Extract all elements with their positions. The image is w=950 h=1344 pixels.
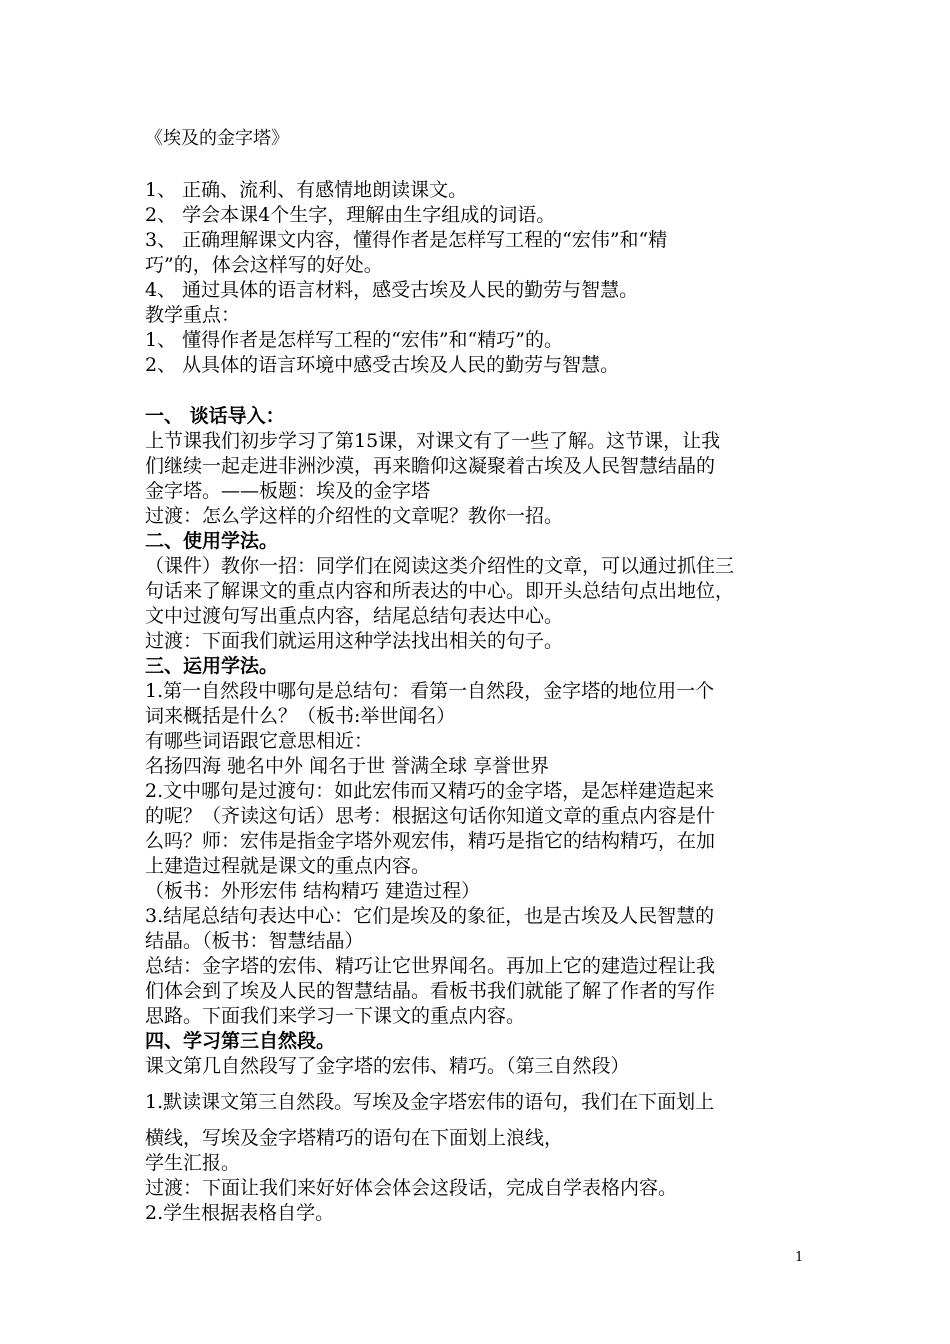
objective-2: 2、 学会本课4个生字，理解由生字组成的词语。 bbox=[145, 204, 556, 226]
section-3-line: 2.文中哪句是过渡句：如此宏伟而又精巧的金字塔，是怎样建造起来 bbox=[145, 780, 715, 802]
section-1-line: 们继续一起走进非洲沙漠，再来瞻仰这凝聚着古埃及人民智慧结晶的 bbox=[145, 455, 716, 477]
page-number: 1 bbox=[795, 1250, 804, 1265]
section-2-heading: 二、使用学法。 bbox=[145, 530, 279, 552]
section-3-line: 名扬四海 驰名中外 闻名于世 誉满全球 享誉世界 bbox=[145, 755, 550, 777]
section-3-line: 们体会到了埃及人民的智慧结晶。看板书我们就能了解了作者的写作 bbox=[145, 980, 716, 1002]
section-3-line: 思路。下面我们来学习一下课文的重点内容。 bbox=[145, 1005, 526, 1027]
section-4-heading: 四、学习第三自然段。 bbox=[145, 1030, 336, 1052]
section-2-line: 文中过渡句写出重点内容，结尾总结句表达中心。 bbox=[145, 605, 564, 627]
section-1-line: 金字塔。——板题：埃及的金字塔 bbox=[145, 480, 431, 502]
section-3-line: 么吗？师：宏伟是指金字塔外观宏伟，精巧是指它的结构精巧，在加 bbox=[145, 830, 716, 852]
section-3-line: 总结：金字塔的宏伟、精巧让它世界闻名。再加上它的建造过程让我 bbox=[145, 955, 716, 977]
section-3-line: 的呢？（齐读这句话）思考：根据这句话你知道文章的重点内容是什 bbox=[145, 805, 716, 827]
objective-3-cont: 巧”的，体会这样写的好处。 bbox=[145, 254, 383, 276]
section-3-line: （板书：外形宏伟 结构精巧 建造过程） bbox=[145, 880, 481, 902]
section-4-line: 学生汇报。 bbox=[145, 1152, 241, 1174]
key-points-heading: 教学重点： bbox=[145, 304, 241, 326]
objective-4: 4、 通过具体的语言材料，感受古埃及人民的勤劳与智慧。 bbox=[145, 279, 639, 301]
objective-1: 1、 正确、流利、有感情地朗读课文。 bbox=[145, 179, 468, 201]
section-1-line: 上节课我们初步学习了第15课，对课文有了一些了解。这节课，让我 bbox=[145, 430, 721, 452]
section-4-line: 1.默读课文第三自然段。写埃及金字塔宏伟的语句，我们在下面划上 bbox=[145, 1091, 715, 1113]
section-4-line: 课文第几自然段写了金字塔的宏伟、精巧。（第三自然段） bbox=[145, 1055, 630, 1077]
section-2-line: 句话来了解课文的重点内容和所表达的中心。即开头总结句点出地位， bbox=[145, 580, 735, 602]
section-2-line: 过渡：下面我们就运用这种学法找出相关的句子。 bbox=[145, 630, 564, 652]
section-3-line: 上建造过程就是课文的重点内容。 bbox=[145, 855, 431, 877]
section-4-line: 横线，写埃及金字塔精巧的语句在下面划上浪线， bbox=[145, 1127, 564, 1149]
key-point-1: 1、 懂得作者是怎样写工程的“宏伟”和“精巧”的。 bbox=[145, 329, 563, 351]
section-3-heading: 三、运用学法。 bbox=[145, 655, 279, 677]
section-3-line: 3.结尾总结句表达中心：它们是埃及的象征，也是古埃及人民智慧的 bbox=[145, 905, 715, 927]
section-3-line: 1.第一自然段中哪句是总结句：看第一自然段，金字塔的地位用一个 bbox=[145, 680, 715, 702]
key-point-2: 2、 从具体的语言环境中感受古埃及人民的勤劳与智慧。 bbox=[145, 354, 620, 376]
section-4-line: 2.学生根据表格自学。 bbox=[145, 1202, 335, 1224]
section-3-line: 结晶。（板书：智慧结晶） bbox=[145, 930, 364, 952]
document-title: 《埃及的金字塔》 bbox=[145, 128, 289, 149]
section-2-line: （课件）教你一招：同学们在阅读这类介绍性的文章，可以通过抓住三 bbox=[145, 555, 735, 577]
section-3-line: 有哪些词语跟它意思相近： bbox=[145, 730, 374, 752]
objective-3: 3、 正确理解课文内容，懂得作者是怎样写工程的“宏伟”和“精 bbox=[145, 229, 668, 251]
section-3-line: 词来概括是什么？（板书:举世闻名） bbox=[145, 705, 456, 727]
section-4-line: 过渡：下面让我们来好好体会体会这段话，完成自学表格内容。 bbox=[145, 1177, 678, 1199]
section-1-heading: 一、 谈话导入： bbox=[145, 405, 285, 427]
section-1-line: 过渡：怎么学这样的介绍性的文章呢？教你一招。 bbox=[145, 505, 564, 527]
